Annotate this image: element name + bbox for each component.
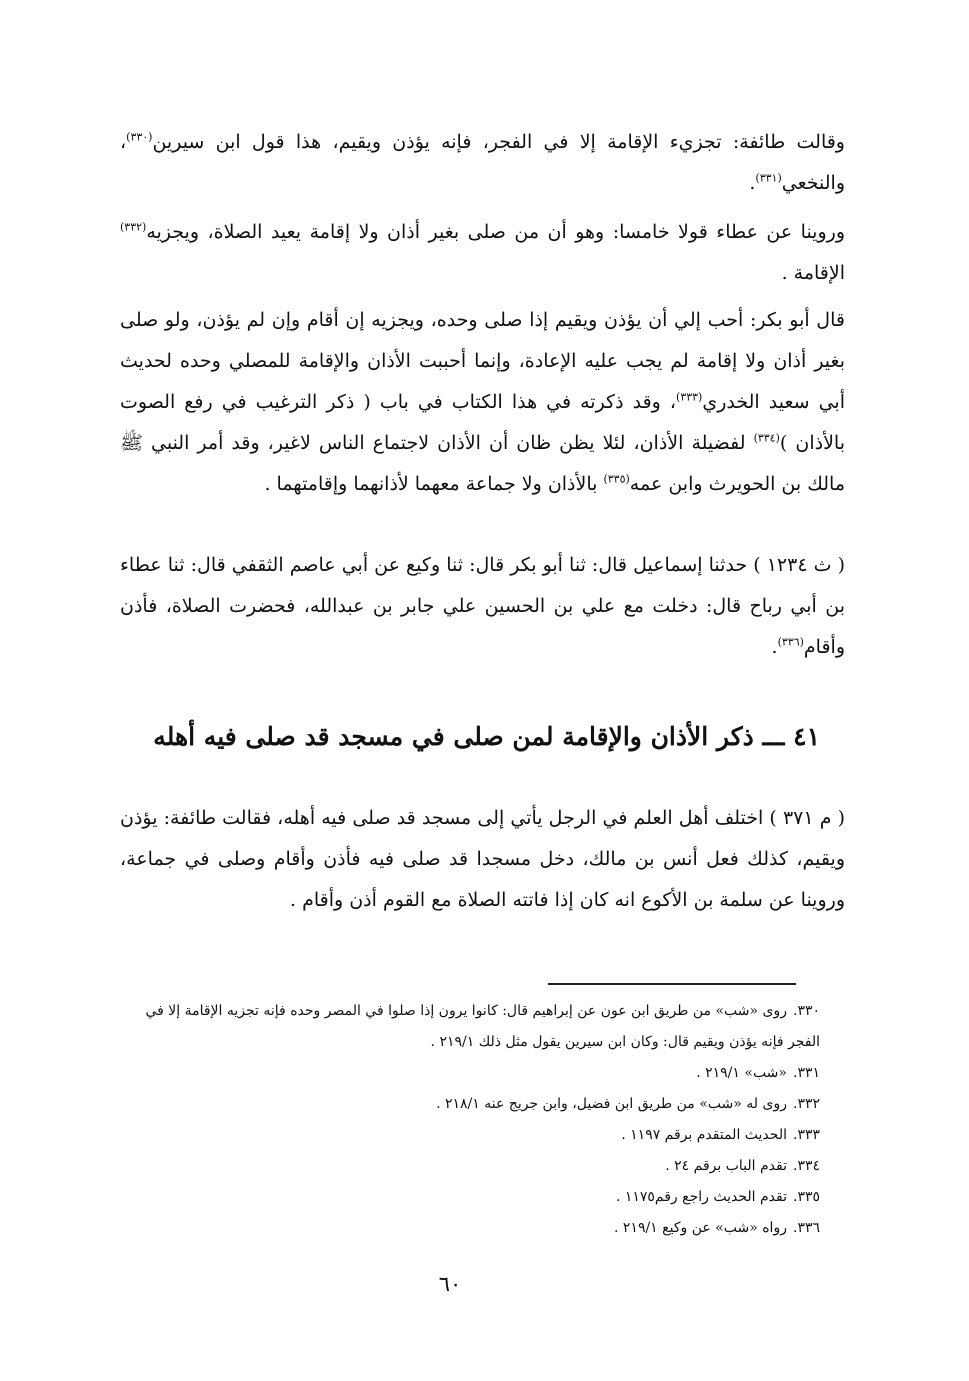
section-heading: ٤١ ـــ ذكر الأذان والإقامة لمن صلى في مسجد قد صلى فيه أهله [153,722,820,751]
footnote-text: تقدم الحديث راجع رقم١١٧٥ . [615,1189,787,1205]
footnote-ref-335: (٣٣٥) [603,472,630,486]
paragraph-2-text: وروينا عن عطاء قولا خامسا: وهو أن من صلى بغير أذان ولا إقامة يعيد الصلاة، ويجزيه [146,221,845,243]
footnote-text: روى له «شب» من طريق ابن فضيل، وابن جريج عنه ٢١٨/١ . [436,1096,787,1112]
footnote-number: ٣٣٦. [792,1220,820,1236]
paragraph-1-end: . [749,172,756,194]
paragraph-4-text: ( ث ١٢٣٤ ) حدثنا إسماعيل قال: ثنا أبو بكر قال: ثنا وكيع عن أبي عاصم الثقفي قال: ثنا عطاء بن أبي رباح قال: دخلت مع علي بن الحسين علي جابر بن عبدالله، فحضرت الصلاة، فأذن وأقام [120,554,845,658]
paragraph-3-text-c: لفضيلة الأذان، لئلا يظن ظان أن الأذان لاجتماع الناس لاغير، وقد أمر النبي ﷺ مالك بن الحويرث وابن عمه [120,432,845,495]
footnote-332 [120,1089,820,1120]
paragraph-4-end: . [771,636,778,658]
page-number: ٦٠ [438,1272,462,1296]
paragraph-2-end: الإقامة . [781,262,845,284]
paragraph-5 [120,798,845,921]
footnote-number: ٣٣٣. [792,1127,820,1143]
footnote-ref-332: (٣٣٢) [120,220,147,234]
footnote-number: ٣٣٤. [792,1158,820,1174]
footnote-331 [120,1058,820,1089]
footnote-text: روى «شب» من طريق ابن عون عن إبراهيم قال: كانوا يرون إذا صلوا في المصر وحده فإنه تجزيه الإقامة إلا في الفجر فإنه يؤذن ويقيم قال: وكان ابن سيرين يقول مثل ذلك ٢١٩/١ . [145,1003,820,1050]
footnote-335 [120,1182,820,1213]
paragraph-2 [120,212,845,294]
footnote-text: رواه «شب» عن وكيع ٢١٩/١ . [614,1220,787,1236]
paragraph-3-text-a: قال أبو بكر: أحب إلي أن يؤذن ويقيم إذا صلى وحده، ويجزيه إن أقام وإن لم يؤذن، ولو صلى بغير أذان ولا إقامة لم يجب عليه الإعادة، وإنما أحببت الأذان والإقامة للمصلي وحده لحديث أبي سعيد الخدري [120,309,845,413]
footnotes [120,996,820,1244]
paragraph-4 [120,545,845,668]
paragraph-3-text-b: ، وقد ذكرته في هذا الكتاب في باب ( ذكر الترغيب في رفع الصوت بالأذان ) [120,391,845,454]
footnote-330 [120,996,820,1058]
footnote-text: تقدم الباب برقم ٢٤ . [665,1158,787,1174]
paragraph-3-text-d: بالأذان ولا جماعة معهما لأذانهما وإقامتهما . [264,473,604,495]
footnote-ref-331: (٣٣١) [755,171,782,185]
footnote-number: ٣٣٥. [792,1189,820,1205]
paragraph-1-text: وقالت طائفة: تجزيء الإقامة إلا في الفجر، فإنه يؤذن ويقيم، هذا قول ابن سيرين [152,131,845,153]
footnote-336 [120,1213,820,1244]
footnote-number: ٣٣٢. [792,1096,820,1112]
footnote-number: ٣٣٠. [792,1003,820,1019]
paragraph-5-text: ( م ٣٧١ ) اختلف أهل العلم في الرجل يأتي إلى مسجد قد صلى فيه أهله، فقالت طائفة: يؤذن ويقيم، كذلك فعل أنس بن مالك، دخل مسجدا قد صلى فيه فأذن وأقام وصلى في جماعة، وروينا عن سلمة بن الأكوع انه كان إذا فاتته الصلاة مع القوم أذن وأقام . [120,807,845,911]
paragraph-1 [120,122,845,204]
paragraph-1-mid: ، والنخعي [120,131,845,194]
footnote-333 [120,1120,820,1151]
footnote-divider [548,983,796,985]
footnote-text: الحديث المتقدم برقم ١١٩٧ . [621,1127,787,1143]
paragraph-3 [120,300,845,505]
footnote-ref-334: (٣٣٤) [753,431,780,445]
footnote-ref-330: (٣٣٠) [126,130,153,144]
footnote-334 [120,1151,820,1182]
footnote-number: ٣٣١. [792,1065,820,1081]
footnote-ref-333: (٣٣٣) [676,390,703,404]
footnote-ref-336: (٣٣٦) [777,635,804,649]
footnote-text: «شب» ٢١٩/١ . [696,1065,787,1081]
